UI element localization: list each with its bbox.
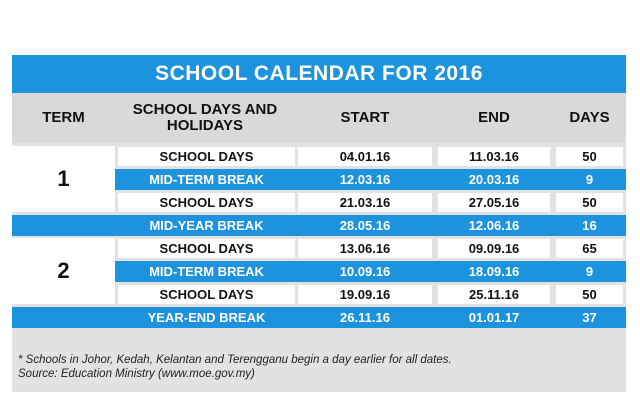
cell-start: 19.09.16 [298, 285, 432, 304]
cell-days: 16 [556, 216, 623, 235]
cell-label: SCHOOL DAYS [118, 193, 295, 212]
cell-end: 11.03.16 [438, 147, 550, 166]
header-school-days-holidays: SCHOOL DAYS AND HOLIDAYS [132, 101, 278, 134]
cell-label: SCHOOL DAYS [118, 147, 295, 166]
header-term: TERM [42, 109, 85, 126]
cell-days: 50 [556, 193, 623, 212]
cell-end: 01.01.17 [438, 308, 550, 327]
cell-start: 13.06.16 [298, 239, 432, 258]
footnote-text: * Schools in Johor, Kedah, Kelantan and Terengganu begin a day earlier for all dates. [18, 354, 452, 366]
cell-end: 27.05.16 [438, 193, 550, 212]
cell-end: 12.06.16 [438, 216, 550, 235]
footnote [18, 353, 618, 381]
header-end: END [478, 109, 510, 126]
calendar-table [12, 55, 626, 392]
cell-days: 37 [556, 308, 623, 327]
cell-start: 28.05.16 [298, 216, 432, 235]
cell-end: 25.11.16 [438, 285, 550, 304]
cell-start: 10.09.16 [298, 262, 432, 281]
header-start: START [340, 109, 390, 126]
term-number: 2 [12, 238, 115, 304]
cell-end: 18.09.16 [438, 262, 550, 281]
cell-start: 04.01.16 [298, 147, 432, 166]
cell-end: 20.03.16 [438, 170, 550, 189]
cell-days: 50 [556, 147, 623, 166]
cell-label: YEAR-END BREAK [118, 308, 295, 327]
cell-start: 26.11.16 [298, 308, 432, 327]
header-days: DAYS [569, 109, 610, 126]
cell-label: MID-TERM BREAK [118, 262, 295, 281]
cell-label: MID-TERM BREAK [118, 170, 295, 189]
table-title: SCHOOL CALENDAR FOR 2016 [12, 55, 626, 93]
cell-label: MID-YEAR BREAK [118, 216, 295, 235]
cell-days: 9 [556, 170, 623, 189]
cell-start: 21.03.16 [298, 193, 432, 212]
cell-label: SCHOOL DAYS [118, 285, 295, 304]
cell-days: 50 [556, 285, 623, 304]
cell-days: 9 [556, 262, 623, 281]
cell-days: 65 [556, 239, 623, 258]
term-number: 1 [12, 146, 115, 212]
cell-end: 09.09.16 [438, 239, 550, 258]
source-text: Source: Education Ministry (www.moe.gov.my) [18, 368, 255, 380]
cell-label: SCHOOL DAYS [118, 239, 295, 258]
cell-start: 12.03.16 [298, 170, 432, 189]
